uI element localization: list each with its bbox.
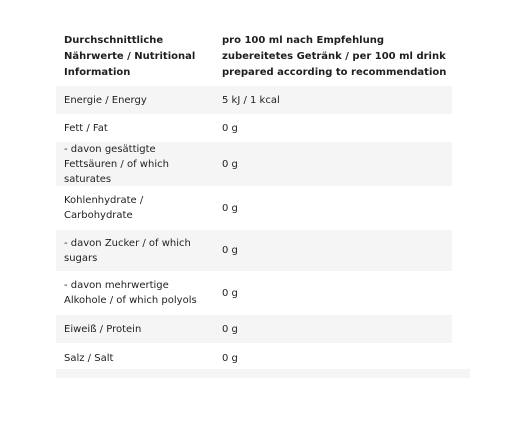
header-nutrients: Durchschnittliche Nährwerte / Nutritional Information (64, 35, 196, 78)
table-row (56, 114, 452, 142)
table-footer-stripe (56, 369, 470, 378)
table-row (56, 230, 452, 271)
row-label: - davon Zucker / of which sugars (64, 237, 191, 264)
table-header-row (56, 28, 452, 86)
row-value: 0 g (222, 245, 238, 256)
row-value: 0 g (222, 352, 238, 364)
row-label: Fett / Fat (64, 122, 108, 134)
row-label: Kohlenhydrate / Carbohydrate (64, 195, 144, 221)
row-value: 0 g (222, 158, 238, 170)
header-per-100ml: pro 100 ml nach Empfehlung zubereitetes Getränk / per 100 ml drink prepared according to recommendation (222, 35, 447, 78)
row-value: 0 g (222, 323, 238, 335)
row-label: Eiweiß / Protein (64, 323, 142, 335)
table-row (56, 186, 452, 230)
row-value: 0 g (222, 122, 238, 134)
table-row (56, 315, 452, 343)
row-value: 0 g (222, 287, 238, 299)
table-row (56, 86, 452, 114)
row-label: - davon mehrwertige Alkohole / of which polyols (64, 280, 197, 306)
table-row (56, 142, 452, 186)
row-label: Energie / Energy (64, 94, 147, 106)
nutrition-table (56, 28, 452, 373)
row-label: Salz / Salt (64, 352, 114, 364)
row-value: 0 g (222, 202, 238, 214)
row-value: 5 kJ / 1 kcal (222, 94, 280, 106)
row-label: - davon gesättigte Fettsäuren / of which saturates (64, 143, 169, 185)
table-row (56, 271, 452, 315)
